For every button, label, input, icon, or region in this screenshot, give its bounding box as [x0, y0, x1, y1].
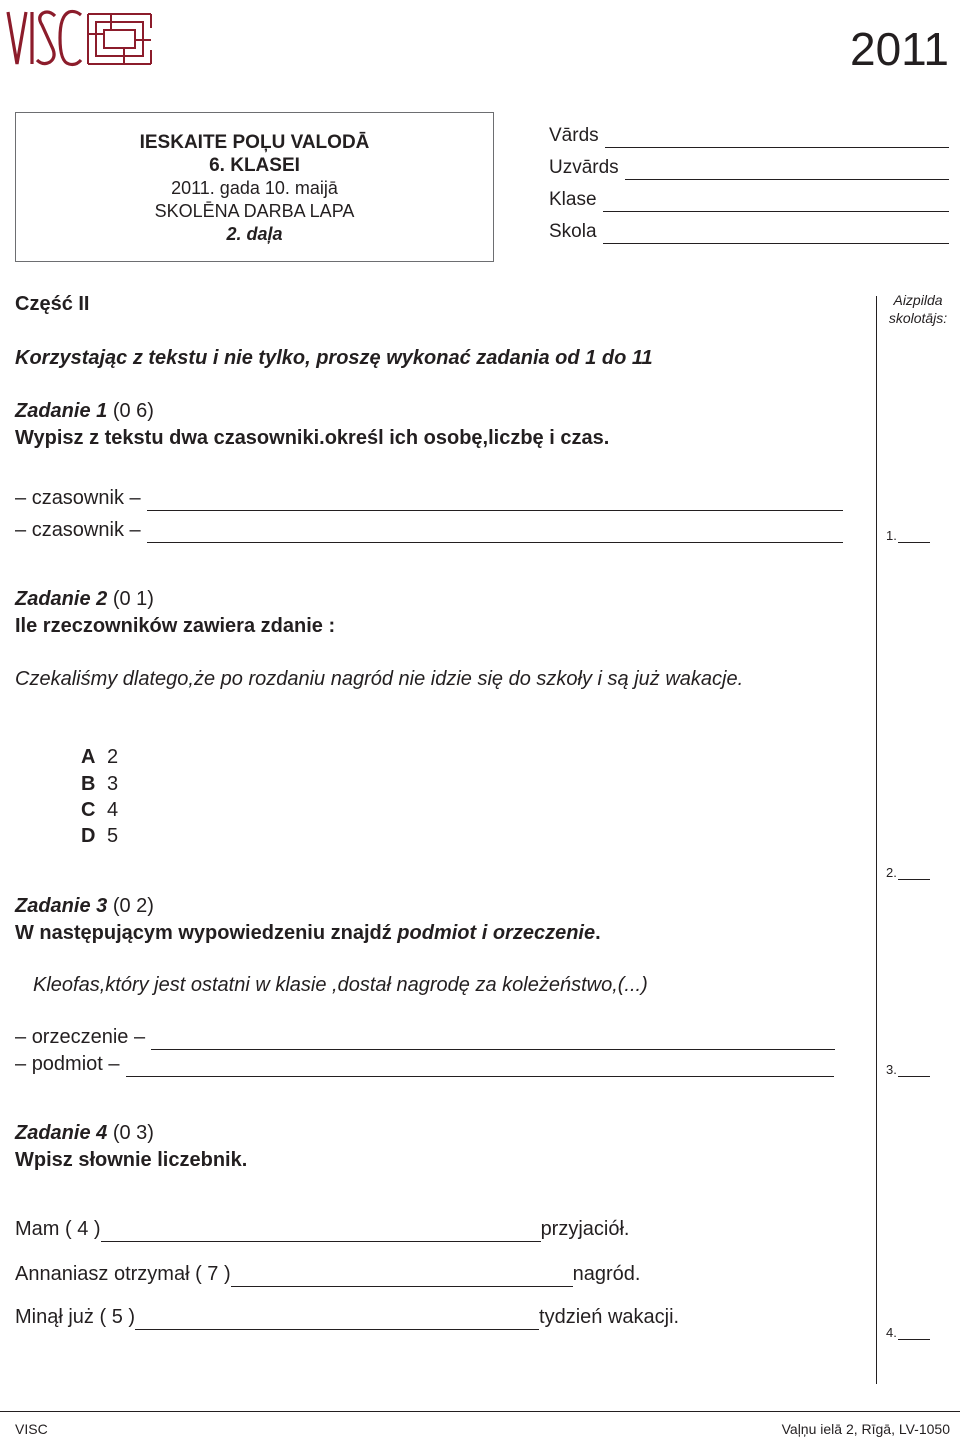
task2-sentence: Czekaliśmy dlatego,że po rozdaniu nagród nie idzie się do szkoły i są już wakacje. [15, 668, 744, 690]
task3-line-1[interactable] [15, 1024, 835, 1050]
answer-line[interactable] [101, 1221, 541, 1242]
task4-row-after: przyjaciół. [540, 1218, 630, 1240]
school-field[interactable] [549, 220, 949, 244]
dash: – [15, 487, 32, 509]
task1-label: Zadanie 1 [15, 400, 108, 422]
score-1[interactable] [886, 528, 930, 543]
option-letter: D [81, 825, 96, 847]
option-c[interactable] [81, 797, 118, 823]
answer-line[interactable] [126, 1056, 834, 1077]
surname-label: Uzvārds [549, 157, 619, 178]
header-title: IESKAITE POĻU VALODĀ [139, 132, 370, 153]
score-label: 2. [886, 865, 897, 880]
dash: – [102, 1053, 120, 1075]
option-letter: C [81, 799, 96, 821]
task4-heading [15, 1120, 154, 1146]
option-letter: A [81, 746, 96, 768]
score-line[interactable] [898, 1327, 930, 1340]
task4-row-after: nagród. [572, 1263, 641, 1285]
instruction: Korzystając z tekstu i nie tylko, proszę wykonać zadania od 1 do 11 [15, 347, 653, 369]
school-input-line[interactable] [603, 225, 949, 244]
score-line[interactable] [898, 867, 930, 880]
score-label: 1. [886, 528, 897, 543]
footer-divider [0, 1411, 960, 1412]
task3-heading [15, 893, 154, 919]
option-d[interactable] [81, 823, 118, 849]
task3-label: Zadanie 3 [15, 895, 108, 917]
task4-row-2[interactable] [15, 1261, 640, 1287]
footer-left: VISC [15, 1421, 48, 1437]
task4-label: Zadanie 4 [15, 1122, 108, 1144]
task3-line-label: podmiot [31, 1053, 103, 1075]
header-class: 6. KLASEI [209, 155, 300, 176]
dash: – [15, 1053, 32, 1075]
task4-row-1[interactable] [15, 1216, 629, 1242]
footer-right: Vaļņu ielā 2, Rīgā, LV-1050 [781, 1421, 950, 1437]
answer-line[interactable] [135, 1309, 539, 1330]
task3-question-text: W następującym wypowiedzeniu znajdź [15, 922, 398, 944]
header-box [15, 112, 494, 262]
score-4[interactable] [886, 1325, 930, 1340]
answer-line[interactable] [151, 1029, 835, 1050]
visc-logo [6, 4, 156, 70]
task4-question: Wpisz słownie liczebnik. [15, 1149, 248, 1171]
option-a[interactable] [81, 744, 118, 770]
task3-line-label: orzeczenie [31, 1026, 129, 1048]
task3-question-end: . [595, 922, 601, 944]
year: 2011 [850, 23, 949, 75]
class-field[interactable] [549, 188, 949, 212]
score-label: 3. [886, 1062, 897, 1077]
score-line[interactable] [898, 1064, 930, 1077]
task4-row-3[interactable] [15, 1304, 679, 1330]
option-value: 4 [107, 799, 119, 821]
option-value: 3 [107, 773, 119, 795]
option-b[interactable] [81, 771, 118, 797]
header-date: 2011. gada 10. maijā [171, 178, 338, 198]
school-label: Skola [549, 221, 597, 242]
header-sheet: SKOLĒNA DARBA LAPA [154, 201, 355, 221]
score-label: 4. [886, 1325, 897, 1340]
option-value: 2 [107, 746, 119, 768]
task2-heading [15, 586, 154, 612]
class-label: Klase [549, 189, 597, 210]
score-2[interactable] [886, 865, 930, 880]
task4-row-after: tydzień wakacji. [539, 1306, 680, 1328]
dash: – [123, 519, 141, 541]
task4-row-before: Annaniasz otrzymał ( 7 ) [15, 1263, 231, 1285]
task1-line-label: czasownik [31, 519, 124, 541]
teacher-column-label: Aizpilda skolotājs: [888, 292, 948, 326]
task3-question [15, 920, 601, 946]
answer-line[interactable] [231, 1266, 573, 1287]
task2-label: Zadanie 2 [15, 588, 108, 610]
surname-input-line[interactable] [625, 161, 949, 180]
dash: – [123, 487, 141, 509]
task1-question: Wypisz z tekstu dwa czasowniki.określ ich osobę,liczbę i czas. [15, 427, 610, 449]
header-lines [16, 131, 493, 246]
task1-points: (0 6) [112, 400, 154, 422]
task1-line-label: czasownik [31, 487, 124, 509]
name-field[interactable] [549, 124, 949, 148]
task1-line-1[interactable] [15, 485, 843, 511]
option-value: 5 [107, 825, 119, 847]
visc-logo-graphic [6, 4, 156, 70]
option-letter: B [81, 773, 96, 795]
task4-points: (0 3) [112, 1122, 154, 1144]
score-3[interactable] [886, 1062, 930, 1077]
task3-sentence: Kleofas,który jest ostatni w klasie ,dostał nagrodę za koleżeństwo,(...) [33, 974, 648, 996]
answer-line[interactable] [147, 490, 843, 511]
header-part: 2. daļa [226, 224, 283, 244]
task1-line-2[interactable] [15, 517, 843, 543]
task2-question: Ile rzeczowników zawiera zdanie : [15, 615, 336, 637]
task3-line-2[interactable] [15, 1051, 834, 1077]
answer-line[interactable] [147, 522, 843, 543]
task3-points: (0 2) [112, 895, 154, 917]
task4-row-before: Minął już ( 5 ) [15, 1306, 136, 1328]
part-title: Część II [15, 293, 90, 315]
name-input-line[interactable] [605, 129, 949, 148]
dash: – [128, 1026, 146, 1048]
task3-question-italic: podmiot i orzeczenie [397, 922, 596, 944]
task4-row-before: Mam ( 4 ) [15, 1218, 101, 1240]
score-line[interactable] [898, 530, 930, 543]
dash: – [15, 519, 32, 541]
dash: – [15, 1026, 32, 1048]
class-input-line[interactable] [603, 193, 949, 212]
name-label: Vārds [549, 125, 599, 146]
teacher-column-divider [876, 296, 877, 1384]
task1-heading [15, 398, 154, 424]
surname-field[interactable] [549, 156, 949, 180]
task2-points: (0 1) [112, 588, 154, 610]
